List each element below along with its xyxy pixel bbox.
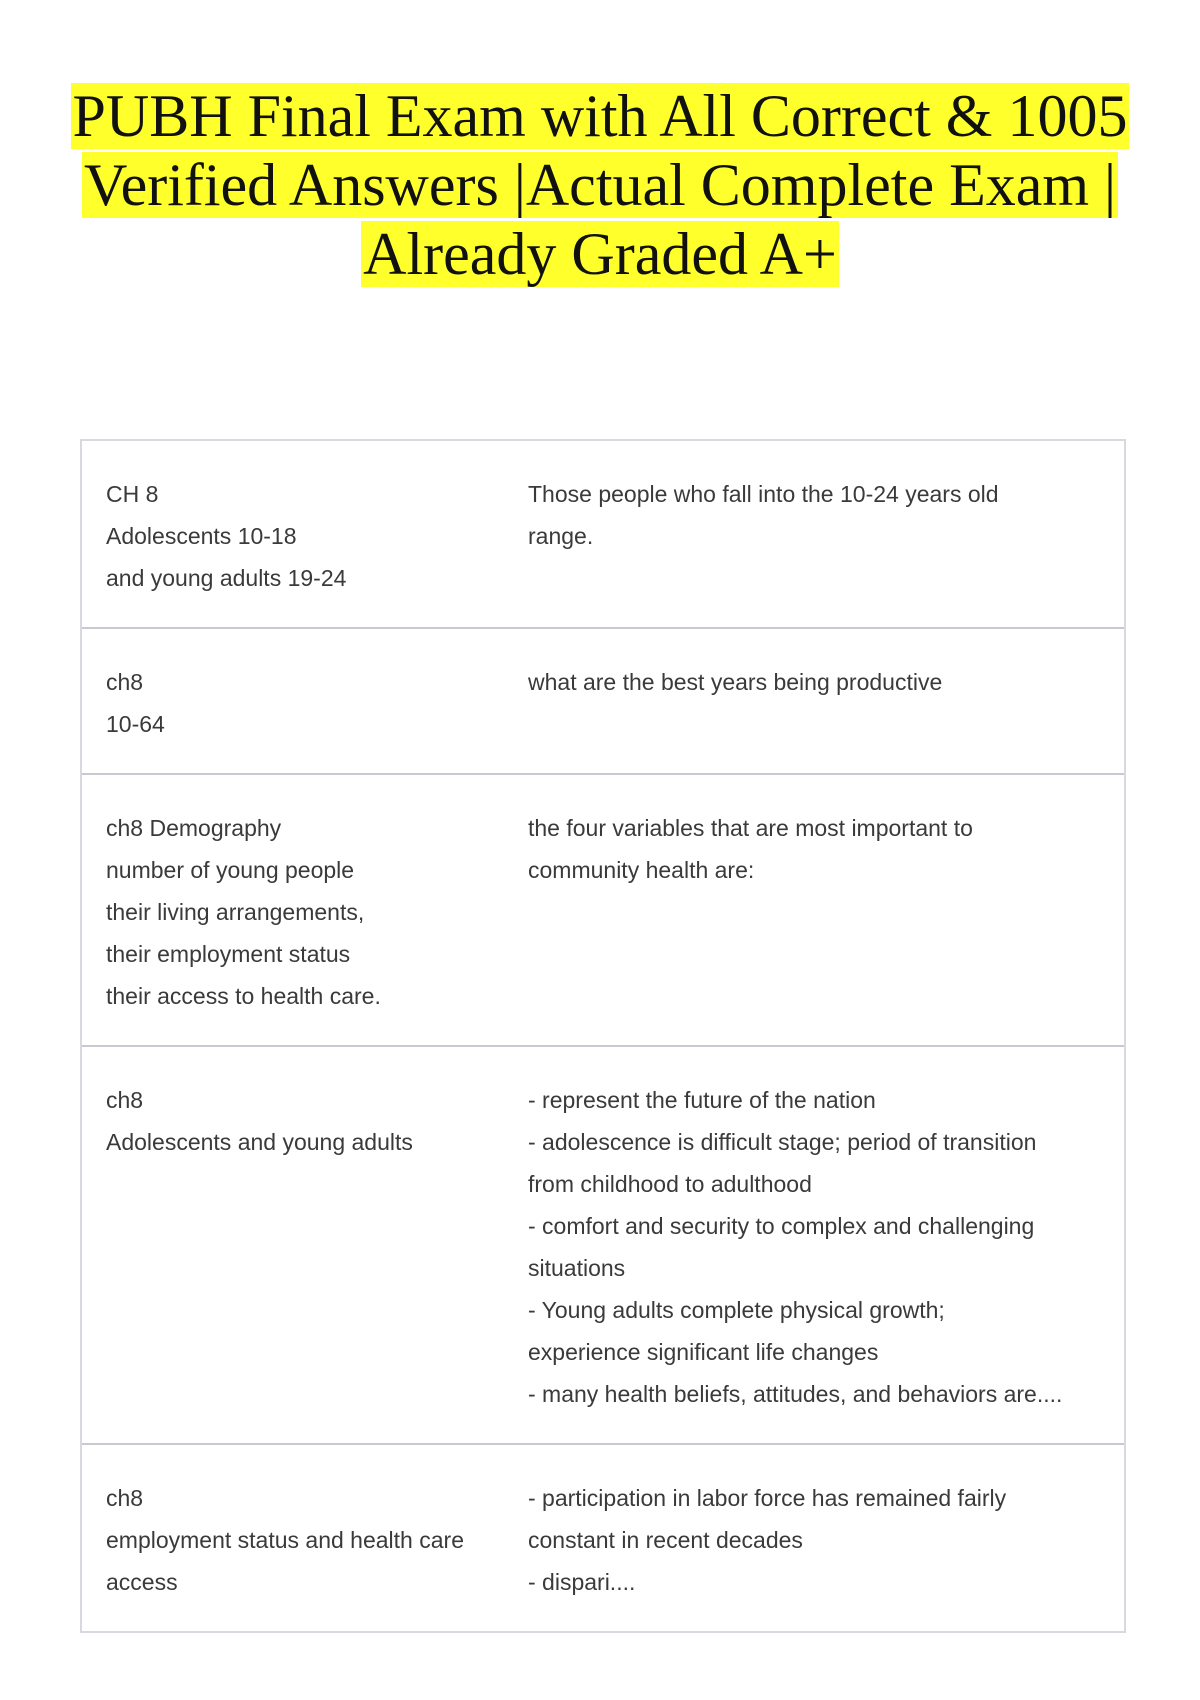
flashcard-row [82,1045,1124,1443]
definition-line: - represent the future of the nation [528,1087,876,1113]
definition-line: - adolescence is difficult stage; period of transition [528,1129,1037,1155]
term-line: CH 8 [106,481,159,507]
term-line: their access to health care. [106,983,381,1009]
term-line: access [106,1569,178,1595]
term-line: ch8 [106,1087,144,1113]
definition-cell [528,1047,1124,1443]
definition-line: from childhood to adulthood [528,1171,812,1197]
definition-cell [528,1445,1124,1631]
flashcard-row [82,1443,1124,1631]
definition-cell [528,775,1124,1045]
term-line: ch8 [106,1485,144,1511]
definition-line: range. [528,523,594,549]
term-cell [82,1445,528,1631]
flashcard-row [82,627,1124,773]
title-line: Already Graded A+ [363,221,837,287]
term-cell [82,629,528,773]
term-line: 10-64 [106,711,165,737]
definition-line: - participation in labor force has remained fairly [528,1485,1007,1511]
definition-line: - Young adults complete physical growth; [528,1297,945,1323]
term-line: and young adults 19-24 [106,565,347,591]
term-line: number of young people [106,857,355,883]
flashcard-row [82,441,1124,627]
flashcard-row [82,773,1124,1045]
term-line: Adolescents 10-18 [106,523,297,549]
definition-line: Those people who fall into the 10-24 years old [528,481,999,507]
definition-cell [528,629,1124,773]
definition-line: constant in recent decades [528,1527,803,1553]
definition-cell [528,441,1124,627]
term-line: Adolescents and young adults [106,1129,413,1155]
definition-line: situations [528,1255,626,1281]
definition-line: experience significant life changes [528,1339,879,1365]
definition-line: - many health beliefs, attitudes, and behaviors are.... [528,1381,1063,1407]
term-cell [82,1047,528,1443]
definition-line: the four variables that are most important to [528,815,973,841]
term-line: ch8 [106,669,144,695]
document-title [60,82,1140,289]
title-line: PUBH Final Exam with All Correct & 1005 [72,83,1128,149]
definition-line: - comfort and security to complex and challenging [528,1213,1035,1239]
definition-line: - dispari.... [528,1569,636,1595]
term-cell [82,775,528,1045]
definition-line: community health are: [528,857,755,883]
term-line: employment status and health care [106,1527,464,1553]
title-line: Verified Answers |Actual Complete Exam | [83,152,1117,218]
term-line: ch8 Demography [106,815,282,841]
term-line: their employment status [106,941,351,967]
definition-line: what are the best years being productive [528,669,943,695]
term-line: their living arrangements, [106,899,365,925]
term-cell [82,441,528,627]
flashcard-table [80,439,1126,1633]
